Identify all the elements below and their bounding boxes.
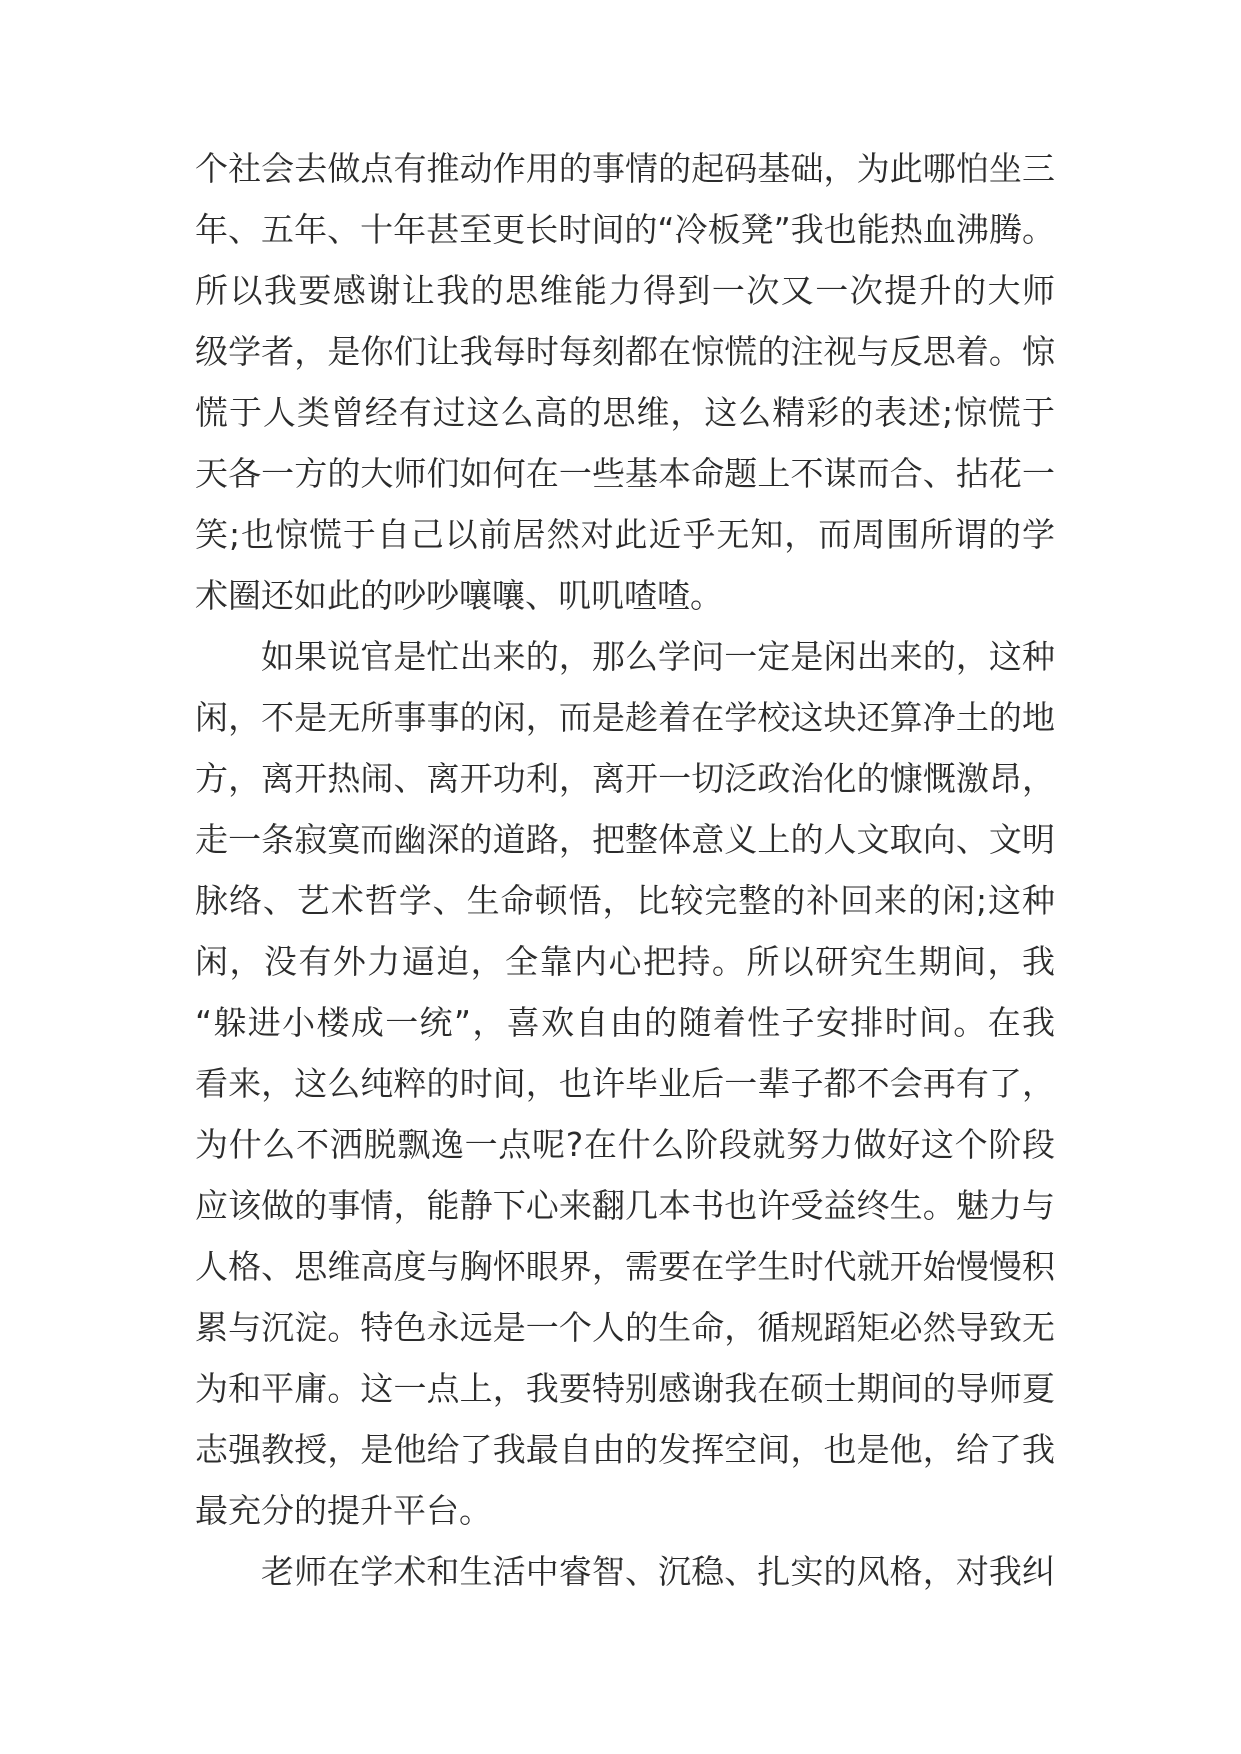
text-line: 应该做的事情，能静下心来翻几本书也许受益终生。魅力与: [195, 1186, 1055, 1225]
text-line: 走一条寂寞而幽深的道路，把整体意义上的人文取向、文明: [195, 820, 1055, 859]
text-line: 天各一方的大师们如何在一些基本命题上不谋而合、拈花一: [195, 454, 1055, 493]
text-line: 累与沉淀。特色永远是一个人的生命，循规蹈矩必然导致无: [195, 1308, 1055, 1347]
text-line: 最充分的提升平台。: [195, 1491, 492, 1530]
text-line: 所以我要感谢让我的思维能力得到一次又一次提升的大师: [195, 271, 1055, 310]
text-line: 年、五年、十年甚至更长时间的“冷板凳”我也能热血沸腾。: [195, 210, 1055, 249]
text-line: 级学者，是你们让我每时每刻都在惊慌的注视与反思着。惊: [195, 332, 1055, 371]
text-line: 闲，没有外力逼迫，全靠内心把持。所以研究生期间，我: [195, 942, 1055, 981]
text-line: 术圈还如此的吵吵嚷嚷、叽叽喳喳。: [195, 576, 723, 615]
text-line: 闲，不是无所事事的闲，而是趁着在学校这块还算净土的地: [195, 698, 1055, 737]
text-line: 为什么不洒脱飘逸一点呢?在什么阶段就努力做好这个阶段: [195, 1125, 1055, 1164]
paragraph-start: 如果说官是忙出来的，那么学问一定是闲出来的，这种: [261, 637, 1055, 676]
text-line: 笑;也惊慌于自己以前居然对此近乎无知，而周围所谓的学: [195, 515, 1055, 554]
text-line: 为和平庸。这一点上，我要特别感谢我在硕士期间的导师夏: [195, 1369, 1055, 1408]
text-line: “躲进小楼成一统”，喜欢自由的随着性子安排时间。在我: [195, 1003, 1055, 1042]
text-line: 看来，这么纯粹的时间，也许毕业后一辈子都不会再有了，: [195, 1064, 1055, 1103]
paragraph-start: 老师在学术和生活中睿智、沉稳、扎实的风格，对我纠: [261, 1552, 1055, 1591]
text-line: 慌于人类曾经有过这么高的思维，这么精彩的表述;惊慌于: [195, 393, 1055, 432]
text-line: 方，离开热闹、离开功利，离开一切泛政治化的慷慨激昂，: [195, 759, 1055, 798]
text-line: 志强教授，是他给了我最自由的发挥空间，也是他，给了我: [195, 1430, 1055, 1469]
text-line: 人格、思维高度与胸怀眼界，需要在学生时代就开始慢慢积: [195, 1247, 1055, 1286]
text-line: 个社会去做点有推动作用的事情的起码基础，为此哪怕坐三: [195, 149, 1055, 188]
text-line: 脉络、艺术哲学、生命顿悟，比较完整的补回来的闲;这种: [195, 881, 1055, 920]
